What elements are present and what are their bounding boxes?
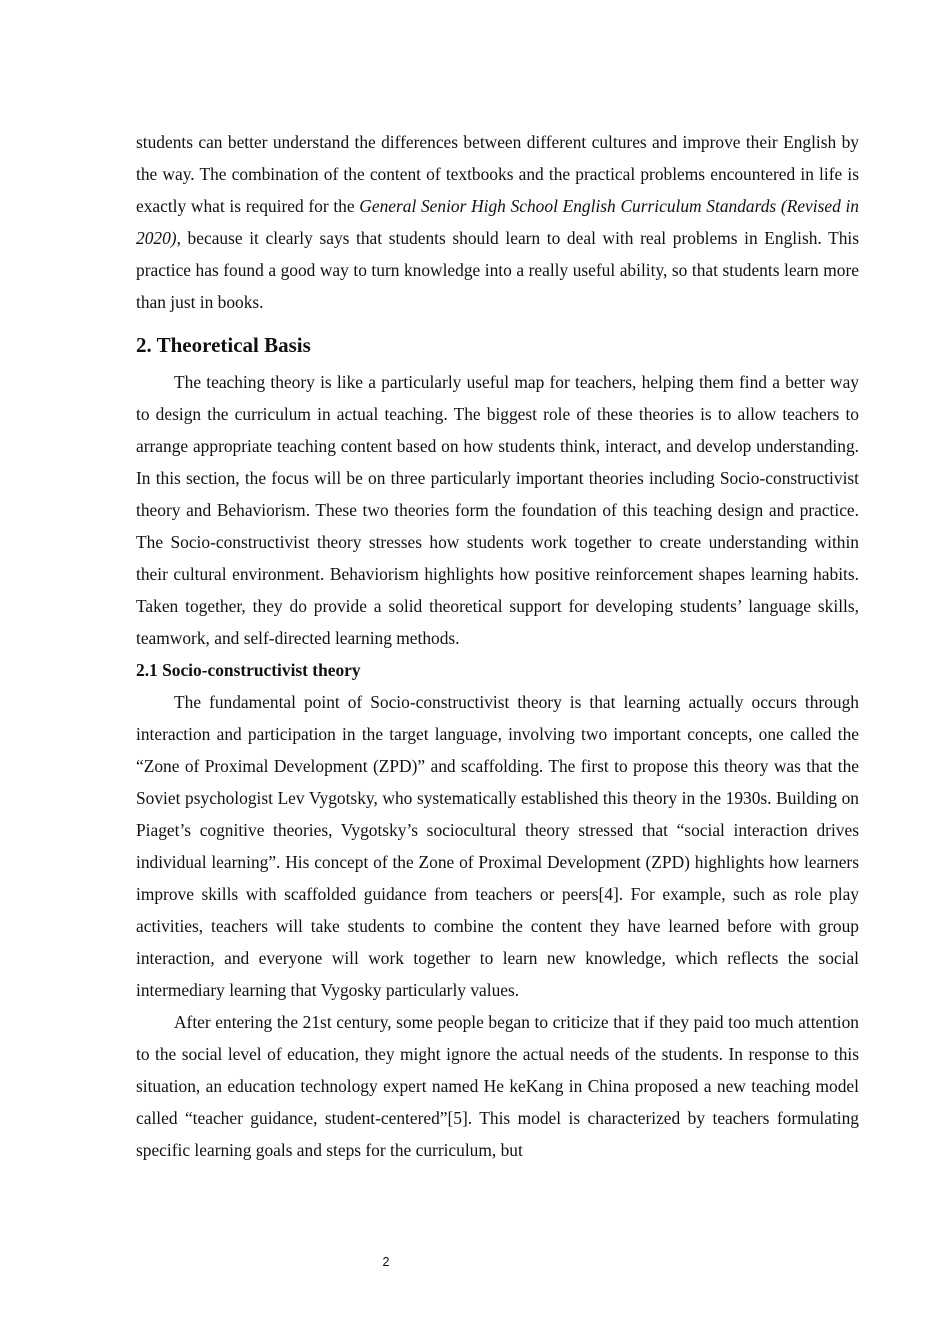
page-number: 2 xyxy=(382,1255,390,1269)
document-page xyxy=(136,126,859,1166)
socio-constructivist-paragraph-1: The fundamental point of Socio-constructivist theory is that learning actually occurs through interaction and participation in the target language, involving two important concepts, one called the “Zone of Proximal Development (ZPD)” and scaffolding. The first to propose this theory was that the Soviet psychologist Lev Vygotsky, who systematically established this theory in the 1930s. Building on Piaget’s cognitive theories, Vygotsky’s sociocultural theory stressed that “social interaction drives individual learning”. His concept of the Zone of Proximal Development (ZPD) highlights how learners improve skills with scaffolded guidance from teachers or peers[4]. For example, such as role play activities, teachers will take students to combine the content they have learned before with group interaction, and everyone will work together to learn new knowledge, which reflects the social intermediary learning that Vygosky particularly values. xyxy=(136,692,859,1000)
intro-text-start: students can better understand the differences between different cultures and improve their English by the way. The combination of the content of textbooks and the practical problems encountered in life is exactly what is required for the xyxy=(136,132,859,216)
section-heading-theoretical-basis: 2. Theoretical Basis xyxy=(136,333,311,357)
intro-paragraph xyxy=(136,126,859,318)
subsection-heading-socio-constructivist: 2.1 Socio-constructivist theory xyxy=(136,660,361,680)
socio-constructivist-paragraph-2: After entering the 21st century, some people began to criticize that if they paid too much attention to the social level of education, they might ignore the actual needs of the students. In response to this situation, an education technology expert named He keKang in China proposed a new teaching model called “teacher guidance, student-centered”[5]. This model is characterized by teachers formulating specific learning goals and steps for the curriculum, but xyxy=(136,1012,859,1160)
theoretical-basis-paragraph: The teaching theory is like a particularly useful map for teachers, helping them find a better way to design the curriculum in actual teaching. The biggest role of these theories is to allow teachers to arrange appropriate teaching content based on how students think, interact, and develop understanding. In this section, the focus will be on three particularly important theories including Socio-constructivist theory and Behaviorism. These two theories form the foundation of this teaching design and practice. The Socio-constructivist theory stresses how students work together to create understanding within their cultural environment. Behaviorism highlights how positive reinforcement shapes learning habits. Taken together, they do provide a solid theoretical support for developing students’ language skills, teamwork, and self-directed learning methods. xyxy=(136,372,859,648)
intro-text-end: , because it clearly says that students should learn to deal with real problems in English. This practice has found a good way to turn knowledge into a really useful ability, so that students learn more than just in books. xyxy=(136,228,859,312)
curriculum-standards-title: General Senior High School English Curriculum Standards (Revised in 2020) xyxy=(136,196,859,248)
